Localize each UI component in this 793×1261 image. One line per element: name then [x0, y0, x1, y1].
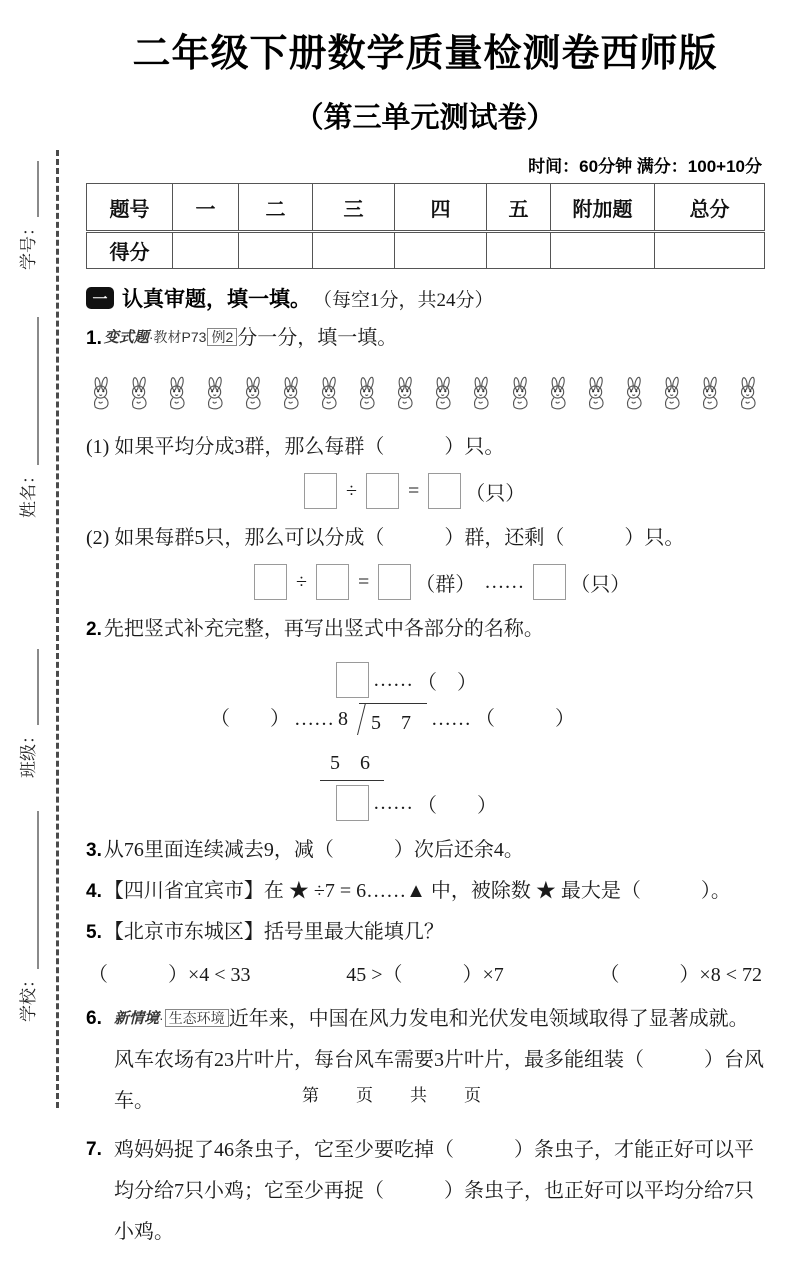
seal-dashed-line: [56, 150, 59, 1108]
score-header-cell: 一: [173, 184, 239, 232]
label-dots: ……: [373, 791, 413, 814]
tag-dot: ·: [159, 1010, 164, 1026]
tag-textbook-ref: ·教材P73: [148, 329, 207, 345]
score-header-cell: 五: [487, 184, 551, 232]
question-2: [86, 614, 764, 645]
question-5-text: 括号里最大能填几？: [263, 921, 444, 943]
student-id-write-line: [24, 161, 39, 217]
question-3-text: 从76里面连续减去9，减（ ）次后还余4。: [103, 839, 524, 861]
class-field: [14, 649, 39, 778]
unit-label: （群）: [415, 573, 476, 596]
tag-variant-label: 变式题: [103, 329, 149, 346]
question-1-number: 1.: [86, 328, 102, 349]
dividend-blank-box: [254, 564, 287, 600]
class-write-line: [24, 649, 39, 725]
student-name-label: 姓名：: [19, 467, 38, 518]
exam-meta: 时间：60分钟 满分：100+10分: [528, 157, 762, 176]
rabbit-icon: [164, 366, 191, 422]
question-5-source: 【北京市东城区】: [103, 921, 264, 943]
score-header-cell: 三: [313, 184, 395, 232]
page-footer: 第 页 共 页: [302, 1086, 491, 1105]
product-digits: 5 6: [320, 746, 384, 781]
rabbit-icon: [430, 366, 457, 422]
question-6-number: 6.: [86, 1008, 102, 1029]
score-header-cell: 总分: [655, 184, 765, 232]
question-7: [86, 1130, 764, 1253]
divisor-name-bracket: （ ）: [210, 708, 290, 730]
label-dots: ……: [373, 668, 413, 691]
section-number-badge: 一: [86, 287, 114, 309]
rabbit-icon: [126, 366, 153, 422]
rabbit-icon: [468, 366, 495, 422]
score-row-label: 得分: [87, 232, 173, 269]
score-cell: [313, 232, 395, 269]
question-5-items: [88, 958, 762, 987]
rabbit-icon: [659, 366, 686, 422]
question-2-prompt: 先把竖式补充完整，再写出竖式中各部分的名称。: [103, 618, 544, 640]
dividend-name-bracket: （ ）: [475, 708, 575, 730]
divisor-digit: 8: [338, 708, 348, 730]
inequality-item: （ ）×4 < 33: [88, 964, 251, 986]
dividend-blank-box: [304, 473, 337, 509]
score-cell: [551, 232, 655, 269]
student-name-field: [14, 317, 39, 518]
inequality-item: 45 >（ ）×7: [346, 964, 504, 986]
tag-example-box: 例2: [207, 328, 237, 346]
rabbit-icon: [354, 366, 381, 422]
quotient-row: [336, 659, 764, 701]
question-1: [86, 323, 764, 354]
divisor-blank-box: [316, 564, 349, 600]
remainder-row: [336, 781, 764, 825]
question-3-number: 3.: [86, 840, 102, 861]
section-one-header: [86, 283, 764, 313]
question-1-part-2: (2) 如果每群5只，那么可以分成（ ）群，还剩（ ）只。: [86, 527, 685, 549]
quotient-name-bracket: （ ）: [417, 671, 477, 694]
rabbit-icon: [278, 366, 305, 422]
question-4-number: 4.: [86, 881, 102, 902]
quotient-blank-box: [378, 564, 411, 600]
remainder-blank-box: [336, 785, 369, 821]
divisor-blank-box: [366, 473, 399, 509]
rabbit-row: [88, 364, 762, 422]
page-title: 二年级下册数学质量检测卷西师版: [132, 33, 718, 75]
question-3: [86, 835, 764, 866]
question-4-source: 【四川省宜宾市】: [103, 880, 264, 902]
rabbit-icon: [735, 366, 762, 422]
unit-label: （只）: [465, 482, 526, 505]
dividend-digits: 5 7: [359, 703, 427, 738]
question-5-number: 5.: [86, 922, 102, 943]
inequality-item: （ ）×8 < 72: [599, 964, 762, 986]
student-id-label: 学号：: [19, 219, 38, 270]
divide-sign: ÷: [346, 479, 357, 502]
score-cell: [655, 232, 765, 269]
score-table-header-row: [87, 184, 765, 232]
school-write-line: [24, 811, 39, 969]
question-2-number: 2.: [86, 619, 102, 640]
school-field: [14, 811, 39, 1022]
page-subtitle: （第三单元测试卷）: [294, 102, 556, 134]
remainder-name-bracket: （ ）: [417, 794, 497, 817]
question-6-text: 近年来，中国在风力发电和光伏发电领域取得了显著成就。风车农场有23片叶片，每台风车需要3片叶片，最多能组装（ ）台风车。: [114, 1008, 764, 1112]
score-table: [86, 183, 765, 269]
score-table-score-row: [87, 232, 765, 269]
rabbit-icon: [583, 366, 610, 422]
school-label: 学校：: [19, 971, 38, 1022]
exam-paper: [86, 16, 764, 1261]
score-header-cell: 二: [239, 184, 313, 232]
rabbit-icon: [545, 366, 572, 422]
quotient-blank-box: [336, 662, 369, 698]
score-header-cell: 题号: [87, 184, 173, 232]
tag-new-context-label: 新情境: [114, 1010, 160, 1027]
quotient-blank-box: [428, 473, 461, 509]
product-row: [320, 741, 764, 781]
long-division-diagram: [86, 659, 764, 825]
rabbit-icon: [316, 366, 343, 422]
question-1-equation-1: [304, 473, 764, 509]
equals-sign: =: [407, 479, 420, 502]
class-label: 班级：: [19, 727, 38, 778]
dividend-row: [210, 701, 764, 741]
remainder-dots: ……: [484, 570, 525, 593]
unit-label: （只）: [570, 573, 631, 596]
question-1-prompt: 分一分，填一填。: [237, 327, 398, 349]
rabbit-icon: [240, 366, 267, 422]
score-cell: [173, 232, 239, 269]
label-dots: ……: [431, 708, 471, 730]
question-1-equation-2: [254, 564, 764, 600]
tag-ecology-box: 生态环境: [165, 1009, 229, 1027]
remainder-blank-box: [533, 564, 566, 600]
rabbit-icon: [392, 366, 419, 422]
rabbit-icon: [202, 366, 229, 422]
score-cell: [487, 232, 551, 269]
question-1-tag: [104, 329, 237, 345]
student-name-write-line: [24, 317, 39, 465]
question-6-tag: [114, 1010, 229, 1026]
question-7-number: 7.: [86, 1139, 102, 1160]
section-score-note: （每空1分，共24分）: [313, 289, 494, 311]
question-4-text: 在 ★ ÷7 = 6……▲ 中，被除数 ★ 最大是（ ）。: [263, 880, 731, 902]
divide-sign: ÷: [296, 570, 307, 593]
question-7-text: 鸡妈妈捉了46条虫子，它至少要吃掉（ ）条虫子，才能正好可以平均分给7只小鸡；它至少再捉（ ）条虫子，也正好可以平均分给7只小鸡。: [114, 1139, 754, 1243]
question-4: [86, 876, 764, 907]
section-title: 认真审题，填一填。: [122, 288, 311, 311]
question-5: [86, 917, 764, 948]
score-header-cell: 附加题: [551, 184, 655, 232]
rabbit-icon: [507, 366, 534, 422]
rabbit-icon: [88, 366, 115, 422]
score-cell: [239, 232, 313, 269]
score-header-cell: 四: [395, 184, 487, 232]
question-1-part-1: (1) 如果平均分成3群，那么每群（ ）只。: [86, 436, 505, 458]
equals-sign: =: [357, 570, 370, 593]
score-cell: [395, 232, 487, 269]
rabbit-icon: [697, 366, 724, 422]
label-dots: ……: [294, 708, 334, 730]
student-id-field: [14, 161, 39, 270]
rabbit-icon: [621, 366, 648, 422]
